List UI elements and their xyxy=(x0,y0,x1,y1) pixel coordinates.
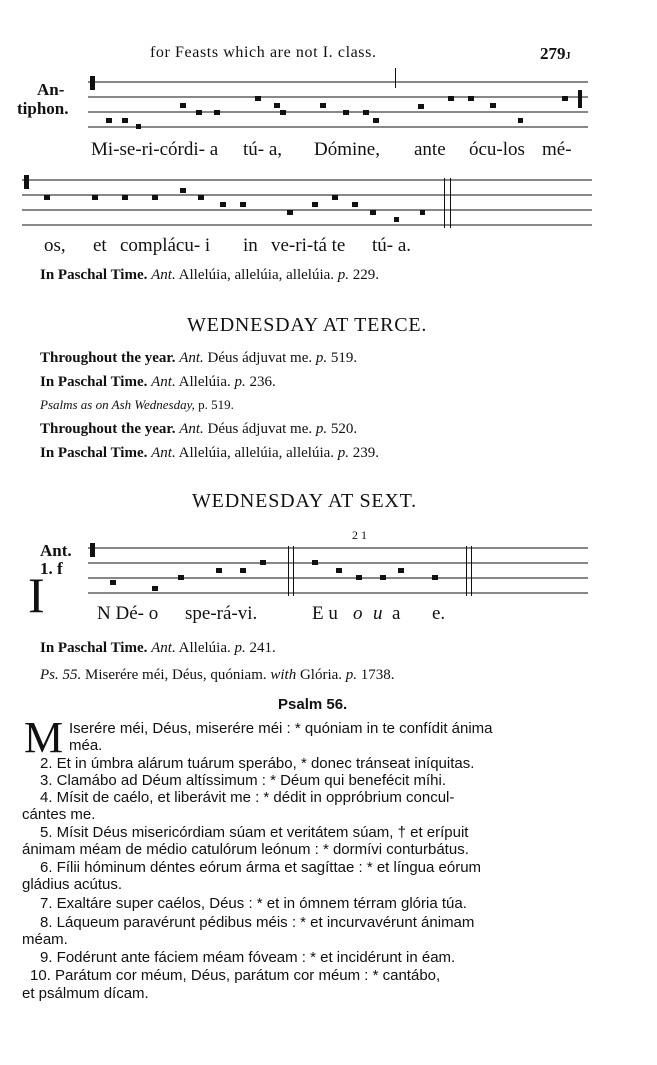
rubric-line: In Paschal Time. Ant. Allelúia, allelúia, allelúia. p. 239. xyxy=(40,445,380,461)
rubric-line: In Paschal Time. Ant. Allelúia. p. 236. xyxy=(40,374,276,390)
chant-staff-2 xyxy=(22,170,602,240)
section-title-sext: WEDNESDAY AT SEXT. xyxy=(192,490,417,512)
lyric-segment: e. xyxy=(432,603,446,624)
lyric-segment: in xyxy=(243,235,258,256)
lyric-segment: E u xyxy=(312,603,338,624)
drop-initial-i: I xyxy=(28,567,45,623)
psalm-verse-line: méam. xyxy=(22,931,68,948)
psalm-reference: Ps. 55. Miserére méi, Déus, quóniam. with Glória. p. 1738. xyxy=(40,667,395,683)
lyric-segment: os, xyxy=(44,235,66,256)
lyric-segment: o xyxy=(353,603,363,624)
lyric-segment: ve-ri-tá te xyxy=(271,235,346,256)
psalm-verse-line: 3. Clamábo ad Déum altíssimum : * Déum qui benefécit míhi. xyxy=(40,772,447,789)
lyric-segment: tú- a. xyxy=(372,235,412,256)
psalm-verse-line: 9. Fodérunt ante fáciem méam fóveam : * et incidérunt in éam. xyxy=(40,949,456,966)
neume-marks: 2 1 xyxy=(352,528,367,542)
psalm-verse-line: cántes me. xyxy=(22,806,96,823)
rubric-line: Throughout the year. Ant. Déus ádjuvat me. p. 520. xyxy=(40,421,358,437)
antiphon-label-2: tiphon. xyxy=(17,99,69,118)
antiphon-label: Ant. xyxy=(40,541,72,560)
psalm-verse-line: 8. Láqueum paravérunt pédibus méis : * et incurvavérunt ánimam xyxy=(40,914,475,931)
page-number: 279J xyxy=(540,44,571,63)
antiphon-label-1: An- xyxy=(37,80,65,99)
lyric-segment: N Dé- o xyxy=(97,603,159,624)
psalm-verse-line: 7. Exaltáre super caélos, Déus : * et in ómnem térram glória túa. xyxy=(40,895,467,912)
paschal-time-line: In Paschal Time. Ant. Allelúia, allelúia, allelúia. p. 229. xyxy=(40,267,380,283)
psalm-verse-line: gládius acútus. xyxy=(22,876,123,893)
lyric-segment: mé- xyxy=(542,139,572,160)
psalm-verse-line: 5. Mísit Déus misericórdiam súam et veritátem súam, † et erípuit xyxy=(40,824,469,841)
rubric-line: Throughout the year. Ant. Déus ádjuvat me. p. 519. xyxy=(40,350,358,366)
paschal-time-line: In Paschal Time. Ant. Allelúia. p. 241. xyxy=(40,640,276,656)
antiphon-mode: 1. f xyxy=(40,559,63,578)
rubric-note: Psalms as on Ash Wednesday, p. 519. xyxy=(40,397,234,412)
psalm-verse-line: et psálmum dícam. xyxy=(22,985,149,1002)
lyric-segment: complácu- i xyxy=(120,235,211,256)
lyric-segment: ante xyxy=(414,139,446,160)
psalm-verse-line: ánimam méam de médio catulórum leónum : * dormívi conturbátus. xyxy=(22,841,469,858)
lyric-segment: ócu-los xyxy=(469,139,525,160)
psalm-verse-line: Iserére méi, Déus, miserére méi : * quóniam in te confídit ánima xyxy=(69,720,493,737)
lyric-segment: spe-rá-vi. xyxy=(185,603,258,624)
psalm-verse-line: méa. xyxy=(69,737,103,754)
chant-staff-3 xyxy=(88,538,598,600)
lyric-segment: tú- a, xyxy=(243,139,283,160)
lyric-segment: u xyxy=(373,603,383,624)
chant-staff-1 xyxy=(88,68,598,138)
psalm-title: Psalm 56. xyxy=(278,696,348,713)
psalm-verse-line: 4. Mísit de caélo, et liberávit me : * dédit in oppróbrium concul- xyxy=(40,789,455,806)
psalm-verse-line: 2. Et in úmbra alárum tuárum sperábo, * donec tránseat iníquitas. xyxy=(40,755,475,772)
lyric-segment: Dómine, xyxy=(314,139,380,160)
lyric-segment: Mi-se-ri-córdi- a xyxy=(91,139,219,160)
psalm-verse-line: 10. Parátum cor méum, Déus, parátum cor méum : * cantábo, xyxy=(30,967,441,984)
running-title: for Feasts which are not I. class. xyxy=(150,44,377,61)
psalm-verse-line: 6. Fílii hóminum déntes eórum árma et sagíttae : * et língua eórum xyxy=(40,859,482,876)
drop-initial-m: M xyxy=(24,713,64,762)
lyric-segment: et xyxy=(93,235,107,256)
section-title-terce: WEDNESDAY AT TERCE. xyxy=(187,314,428,336)
lyric-segment: a xyxy=(392,603,401,624)
